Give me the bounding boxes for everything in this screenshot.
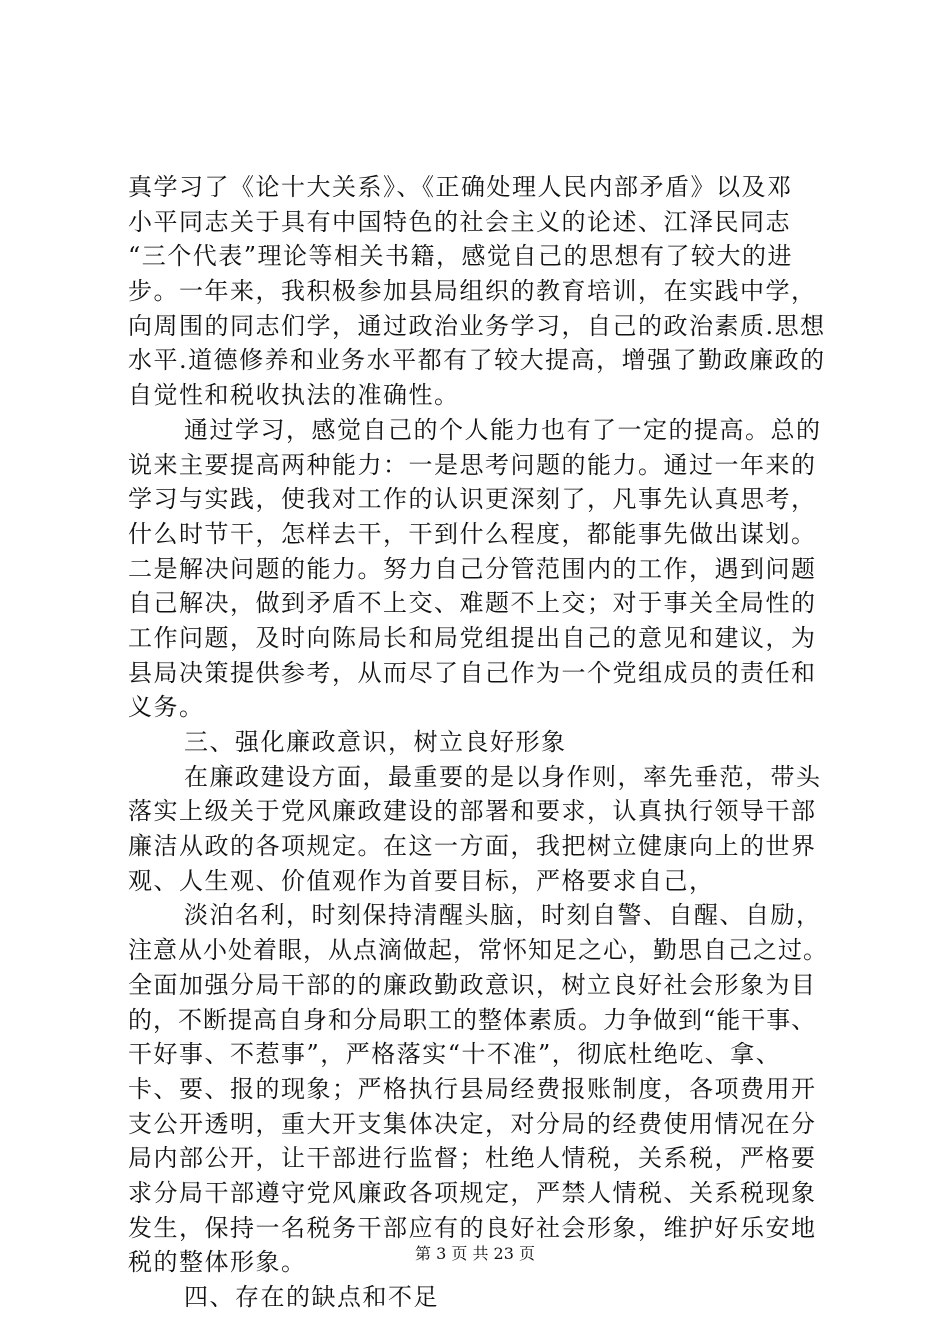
text-line: 的，不断提高自身和分局职工的整体素质。力争做到“能干事、 xyxy=(128,1005,817,1034)
text-line: 局内部公开，让干部进行监督；杜绝人情税，关系税，严格要 xyxy=(128,1144,817,1173)
text-line: 廉洁从政的各项规定。在这一方面，我把树立健康向上的世界 xyxy=(128,832,817,861)
text-line: 通过学习，感觉自己的个人能力也有了一定的提高。总的 xyxy=(184,415,822,444)
text-line: 观、人生观、价值观作为首要目标，严格要求自己， xyxy=(128,866,715,895)
text-line: 步。一年来，我积极参加县局组织的教育培训，在实践中学， xyxy=(128,277,817,306)
text-line: 自觉性和税收执法的准确性。 xyxy=(128,381,460,410)
text-line: 学习与实践，使我对工作的认识更深刻了，凡事先认真思考， xyxy=(128,485,817,514)
text-line: 真学习了《论十大关系》、《正确处理人民内部矛盾》以及邓 xyxy=(128,173,793,201)
text-line: 什么时节干，怎样去干，干到什么程度，都能事先做出谋划。 xyxy=(128,519,817,548)
text-line: 支公开透明，重大开支集体决定，对分局的经费使用情况在分 xyxy=(128,1109,817,1138)
text-line: 水平.道德修养和业务水平都有了较大提高，增强了勤政廉政的 xyxy=(128,346,826,375)
text-line: 全面加强分局干部的的廉政勤政意识，树立良好社会形象为目 xyxy=(128,970,817,999)
text-line: 说来主要提高两种能力：一是思考问题的能力。通过一年来的 xyxy=(128,450,817,479)
text-line: 求分局干部遵守党风廉政各项规定，严禁人情税、关系税现象 xyxy=(128,1178,817,1207)
page-footer: 第 3 页 共 23 页 xyxy=(415,1244,535,1263)
text-line: 卡、要、报的现象；严格执行县局经费报账制度，各项费用开 xyxy=(128,1074,817,1103)
text-line: “三个代表”理论等相关书籍，感觉自己的思想有了较大的进 xyxy=(128,242,794,271)
text-line: 干好事、不惹事”，严格落实“十不准”，彻底杜绝吃、拿、 xyxy=(128,1040,782,1069)
text-line: 在廉政建设方面，最重要的是以身作则，率先垂范，带头 xyxy=(184,762,822,791)
text-line: 税的整体形象。 xyxy=(128,1248,307,1277)
text-line: 自己解决，做到矛盾不上交、难题不上交；对于事关全局性的 xyxy=(128,589,817,618)
text-line: 二是解决问题的能力。努力自己分管范围内的工作，遇到问题 xyxy=(128,554,817,583)
text-line: 向周围的同志们学，通过政治业务学习，自己的政治素质.思想 xyxy=(128,311,826,340)
text-line: 发生，保持一名税务干部应有的良好社会形象，维护好乐安地 xyxy=(128,1213,817,1242)
text-line: 工作问题，及时向陈局长和局党组提出自己的意见和建议，为 xyxy=(128,623,817,652)
text-line: 淡泊名利，时刻保持清醒头脑，时刻自警、自醒、自励， xyxy=(184,901,822,930)
text-line: 三、强化廉政意识，树立良好形象 xyxy=(184,728,567,756)
text-line: 小平同志关于具有中国特色的社会主义的论述、江泽民同志 xyxy=(128,207,791,236)
text-line: 注意从小处着眼，从点滴做起，常怀知足之心，勤思自己之过。 xyxy=(128,936,828,965)
text-line: 四、存在的缺点和不足 xyxy=(184,1283,439,1311)
text-line: 落实上级关于党风廉政建设的部署和要求，认真执行领导干部 xyxy=(128,797,817,826)
document-body xyxy=(128,170,828,1315)
text-line: 县局决策提供参考，从而尽了自己作为一个党组成员的责任和 xyxy=(128,658,817,687)
text-line: 义务。 xyxy=(128,693,205,722)
